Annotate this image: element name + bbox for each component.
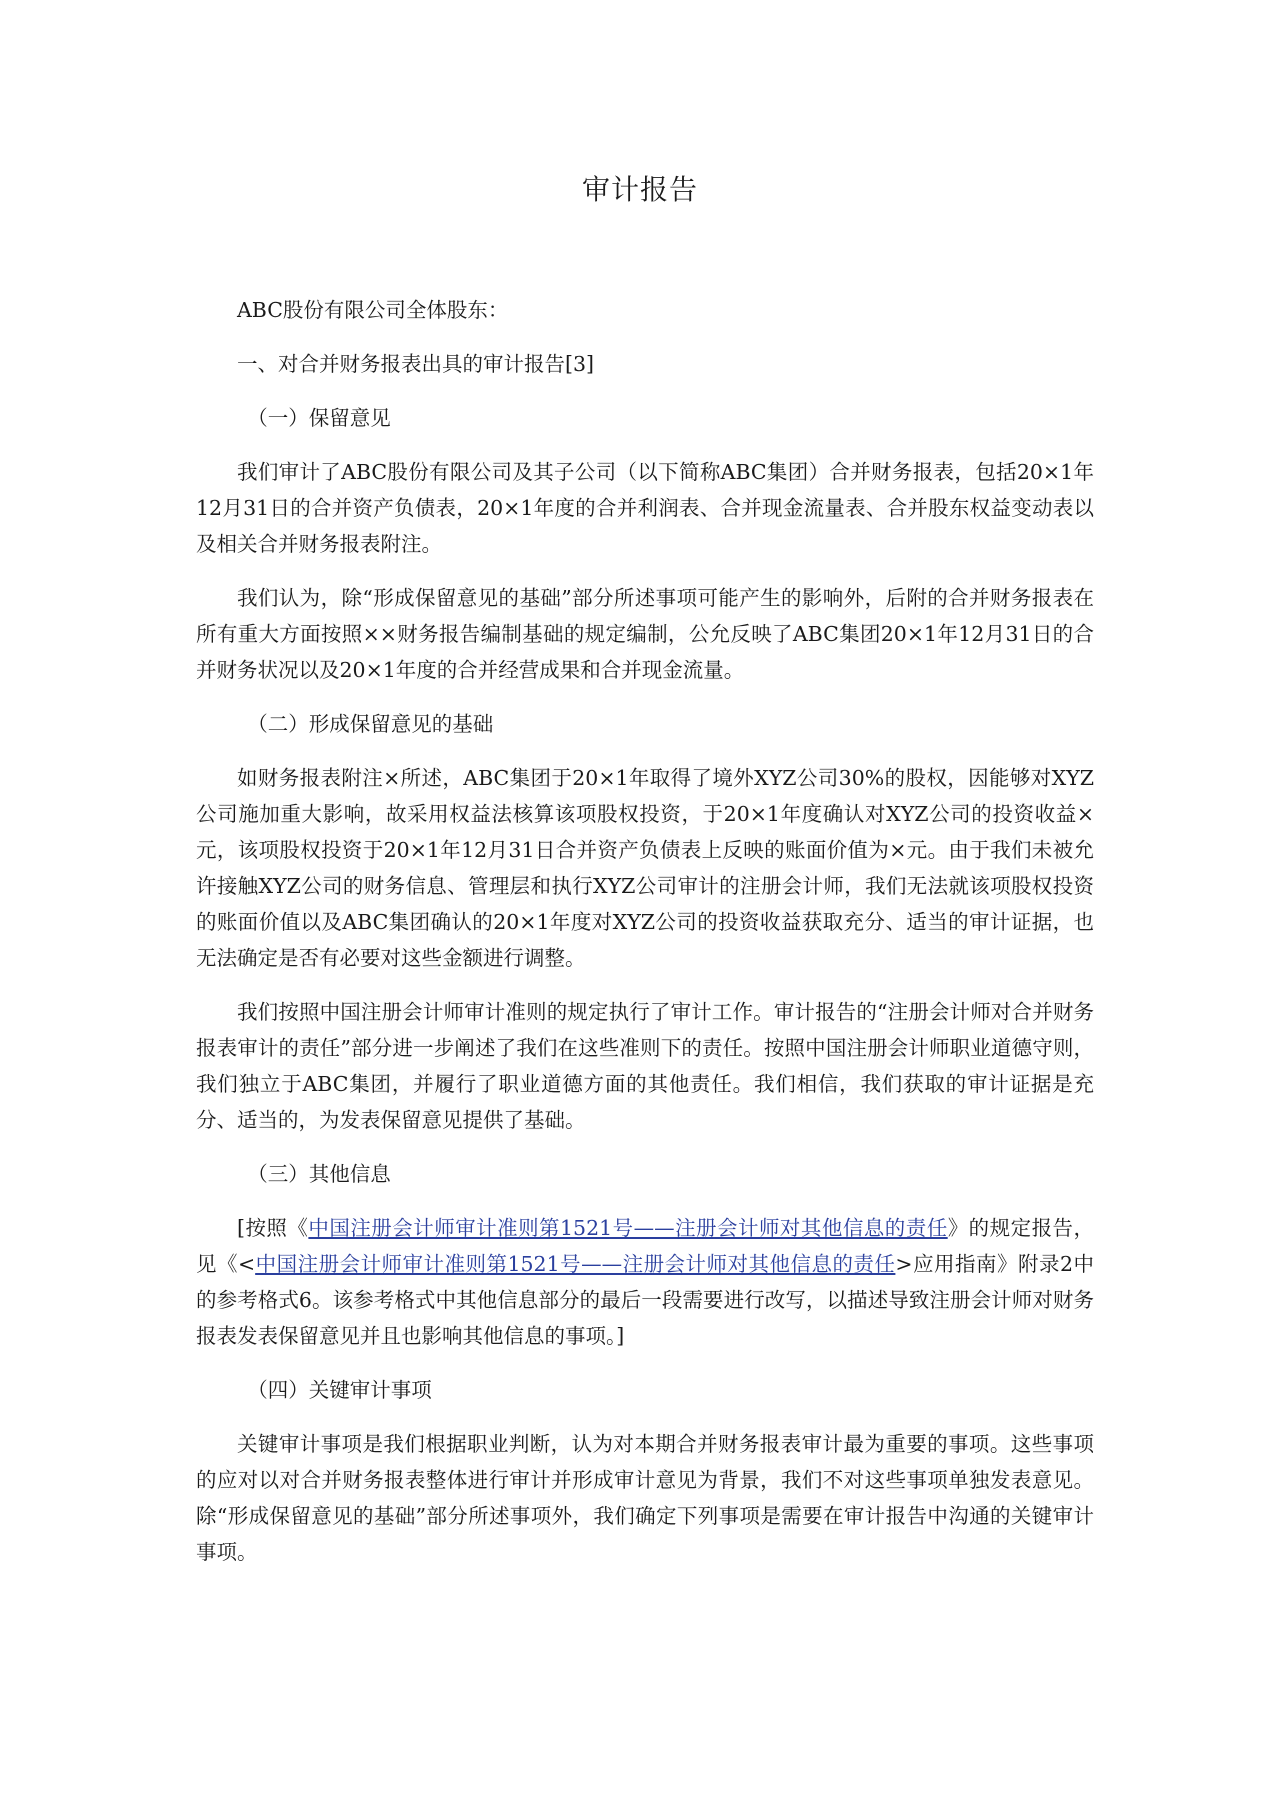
salutation: ABC股份有限公司全体股东： (237, 298, 509, 322)
subheading-basis-for-opinion: （二）形成保留意见的基础 (247, 712, 494, 736)
subheading-key-audit-matters: （四）关键审计事项 (247, 1378, 432, 1402)
subheading-qualified-opinion: （一）保留意见 (247, 406, 391, 430)
text-fragment: 》的规定报告，见《< (196, 1216, 1095, 1276)
link-standard-1521[interactable]: 中国注册会计师审计准则第1521号——注册会计师对其他信息的责任 (308, 1216, 948, 1240)
document-body (196, 292, 1094, 1588)
section-heading-audit-report: 一、对合并财务报表出具的审计报告[3] (237, 352, 595, 376)
link-standard-1521-guide[interactable]: 中国注册会计师审计准则第1521号——注册会计师对其他信息的责任 (255, 1252, 896, 1276)
paragraph-opinion-statement: 我们认为，除“形成保留意见的基础”部分所述事项可能产生的影响外，后附的合并财务报表在所有重大方面按照××财务报告编制基础的规定编制，公允反映了ABC集团20×1年12月31日的合并财务状况以及20×1年度的合并经营成果和合并现金流量。 (196, 586, 1094, 682)
paragraph-basis-standards: 我们按照中国注册会计师审计准则的规定执行了审计工作。审计报告的“注册会计师对合并财务报表审计的责任”部分进一步阐述了我们在这些准则下的责任。按照中国注册会计师职业道德守则，我们独立于ABC集团，并履行了职业道德方面的其他责任。我们相信，我们获取的审计证据是充分、适当的，为发表保留意见提供了基础。 (196, 1000, 1094, 1132)
paragraph-opinion-scope: 我们审计了ABC股份有限公司及其子公司（以下简称ABC集团）合并财务报表，包括20×1年12月31日的合并资产负债表，20×1年度的合并利润表、合并现金流量表、合并股东权益变动表以及相关合并财务报表附注。 (196, 460, 1094, 556)
paragraph-basis-investment: 如财务报表附注×所述，ABC集团于20×1年取得了境外XYZ公司30%的股权，因能够对XYZ公司施加重大影响，故采用权益法核算该项股权投资，于20×1年度确认对XYZ公司的投资收益×元，该项股权投资于20×1年12月31日合并资产负债表上反映的账面价值为×元。由于我们未被允许接触XYZ公司的财务信息、管理层和执行XYZ公司审计的注册会计师，我们无法就该项股权投资的账面价值以及ABC集团确认的20×1年度对XYZ公司的投资收益获取充分、适当的审计证据，也无法确定是否有必要对这些金额进行调整。 (196, 766, 1094, 970)
paragraph-key-audit-matters: 关键审计事项是我们根据职业判断，认为对本期合并财务报表审计最为重要的事项。这些事项的应对以对合并财务报表整体进行审计并形成审计意见为背景，我们不对这些事项单独发表意见。除“形成保留意见的基础”部分所述事项外，我们确定下列事项是需要在审计报告中沟通的关键审计事项。 (196, 1432, 1094, 1564)
subheading-other-information: （三）其他信息 (247, 1162, 391, 1186)
text-fragment: >应用指南》附录2中的参考格式6。该参考格式中其他信息部分的最后一段需要进行改写，以描述导致注册会计师对财务报表发表保留意见并且也影响其他信息的事项。] (196, 1252, 1094, 1348)
text-fragment: [按照《 (237, 1216, 309, 1240)
document-title: 审计报告 (581, 173, 698, 206)
paragraph-other-information (196, 1210, 1094, 1354)
